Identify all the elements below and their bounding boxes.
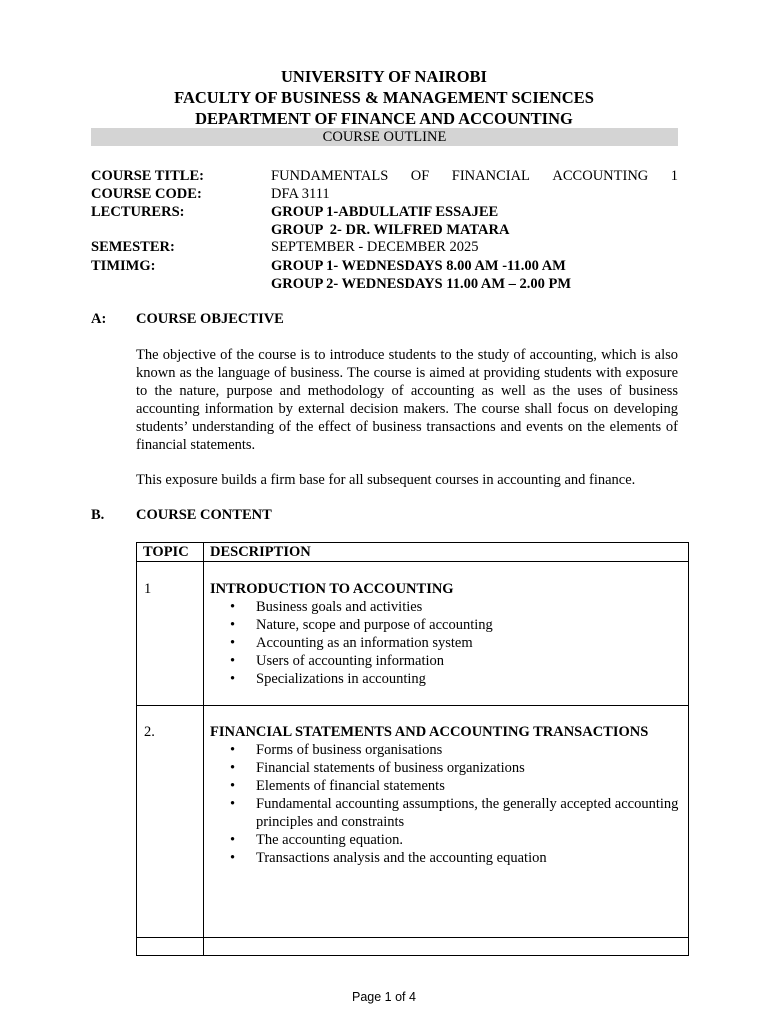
course-content-table [136,542,689,956]
objective-paragraph: The objective of the course is to introduce students to the study of accounting, which is also known as the language of business. The course is aimed at providing students with exposure to the nature, purpose and methodology of accounting as well as the uses of business accounting information by external decision makers. The course shall focus on developing students’ understanding of the effect of business transactions and events on the elements of financial statements. [136,347,678,453]
table-row-divider [137,937,688,938]
list-item: • The accounting equation. [230,832,403,848]
section-a-title: COURSE OBJECTIVE [136,311,284,327]
bullet-icon: • [230,850,236,866]
course-title-row [91,167,678,185]
bullet-icon: • [230,760,236,776]
list-item: • Specializations in accounting [230,671,426,687]
bullet-icon: • [230,653,236,669]
course-title-label: COURSE TITLE: [91,168,204,184]
topic-number: 2. [144,724,155,740]
table-header-description: DESCRIPTION [210,544,311,560]
lecturers-row-2 [91,221,678,239]
topic-items-list [210,598,680,688]
bullet-icon: • [230,796,236,812]
timing-group-2: GROUP 2- WEDNESDAYS 11.00 AM – 2.00 PM [271,276,572,292]
bullet-icon: • [230,742,236,758]
bullet-icon: • [230,635,236,651]
timing-row-2 [91,275,678,293]
page-number: Page 1 of 4 [352,990,416,1004]
section-b-label: B. [91,507,105,523]
course-title-word: OF [410,168,430,184]
timing-label: TIMIMG: [91,258,156,274]
topic-items-list [210,741,680,867]
list-item: • Forms of business organisations [230,742,443,758]
semester-label: SEMESTER: [91,239,175,255]
course-title-word: ACCOUNTING [552,168,649,184]
course-code-value: DFA 3111 [271,186,330,202]
table-header-topic: TOPIC [143,544,189,560]
list-item: • Business goals and activities [230,599,423,615]
lecturers-label: LECTURERS: [91,204,185,220]
department-name: DEPARTMENT OF FINANCE AND ACCOUNTING [195,109,573,128]
objective-summary: This exposure builds a firm base for all subsequent courses in accounting and finance. [136,472,636,488]
table-column-divider [203,543,204,955]
lecturer-group-2: GROUP 2- DR. WILFRED MATARA [271,222,510,238]
bullet-icon: • [230,671,236,687]
lecturer-group-1: GROUP 1-ABDULLATIF ESSAJEE [271,204,499,220]
list-item: • Fundamental accounting assumptions, the generally accepted accounting principles and constraints [230,796,679,830]
semester-row [91,238,678,256]
semester-value: SEPTEMBER - DECEMBER 2025 [271,239,479,255]
table-row-divider [137,705,688,706]
course-title-value [271,167,678,185]
course-title-word: 1 [670,168,678,184]
course-title-word: FUNDAMENTALS [271,168,389,184]
lecturers-row [91,203,678,221]
timing-row [91,257,678,275]
list-item: • Nature, scope and purpose of accounting [230,617,493,633]
list-item: • Transactions analysis and the accounting equation [230,850,547,866]
section-a-label: A: [91,311,107,327]
course-code-row [91,185,678,203]
faculty-name: FACULTY OF BUSINESS & MANAGEMENT SCIENCES [174,88,594,107]
course-title-word: FINANCIAL [451,168,530,184]
list-item: • Elements of financial statements [230,778,445,794]
bullet-icon: • [230,778,236,794]
list-item: • Users of accounting information [230,653,445,669]
list-item: • Financial statements of business organizations [230,760,525,776]
bullet-icon: • [230,617,236,633]
bullet-icon: • [230,832,236,848]
course-code-label: COURSE CODE: [91,186,202,202]
topic-title: INTRODUCTION TO ACCOUNTING [210,581,454,597]
timing-group-1: GROUP 1- WEDNESDAYS 8.00 AM -11.00 AM [271,258,566,274]
list-item: • Accounting as an information system [230,635,473,651]
university-name: UNIVERSITY OF NAIROBI [281,67,487,86]
topic-number: 1 [144,581,152,597]
table-header-divider [137,561,688,562]
bullet-icon: • [230,599,236,615]
section-b-title: COURSE CONTENT [136,507,272,523]
course-outline-banner: COURSE OUTLINE [91,128,678,146]
topic-title: FINANCIAL STATEMENTS AND ACCOUNTING TRANSACTIONS [210,724,649,740]
